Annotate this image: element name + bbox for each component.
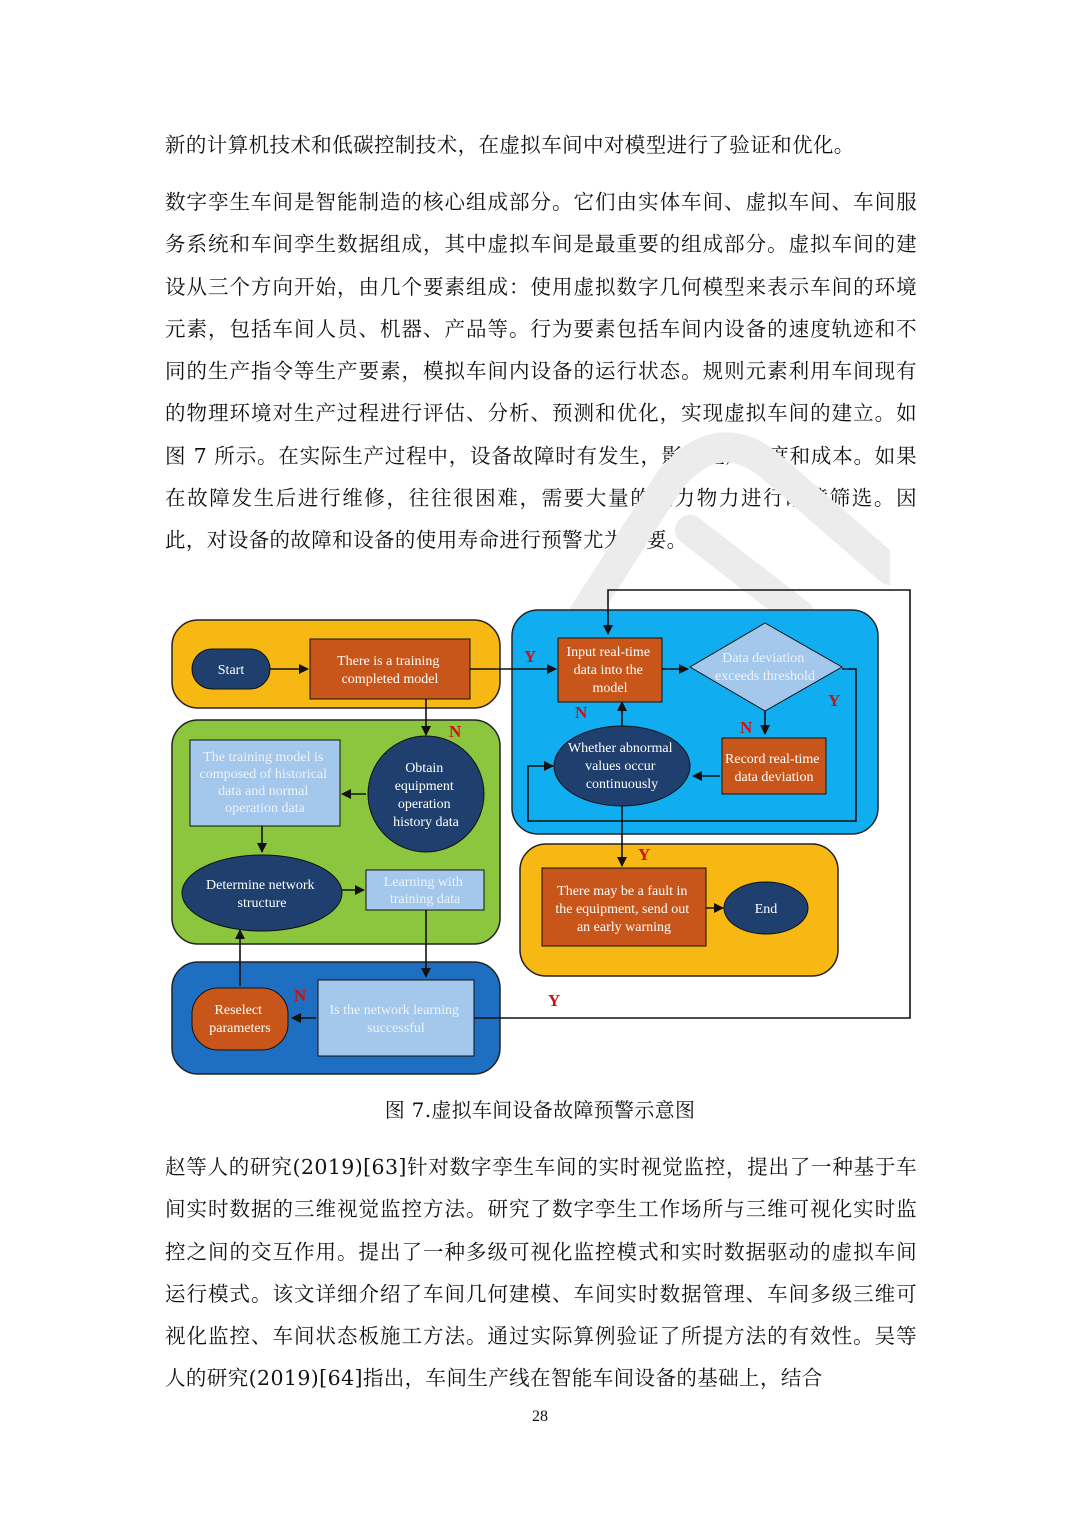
start-label: Start — [217, 663, 245, 678]
input-realtime-label: Input real-time data into the model — [566, 645, 651, 696]
determine-network-node — [182, 855, 342, 931]
training-model-composed-label: The training model is composed of historical data and normal operation data — [199, 750, 328, 816]
determine-network-label: Determine network structure — [206, 878, 315, 911]
yes-marker-warning: Y — [638, 845, 651, 864]
network-successful-node — [318, 980, 474, 1056]
obtain-history-node — [368, 736, 484, 852]
end-label: End — [754, 902, 778, 917]
fault-warning-flowchart — [160, 583, 920, 1083]
abnormal-values-label: Whether abnormal values occur continuously — [567, 741, 673, 792]
obtain-history-label: Obtain equipment operation history data — [393, 761, 459, 830]
no-marker-training: N — [449, 722, 462, 741]
figure-caption: 图 7.虚拟车间设备故障预警示意图 — [384, 1098, 696, 1122]
reselect-parameters-label: Reselect parameters — [209, 1003, 271, 1036]
reselect-parameters-node — [192, 988, 288, 1050]
no-marker-loop: N — [575, 703, 588, 722]
fault-warning-label: There may be a fault in the equipment, send out an early warning — [555, 884, 690, 935]
yes-marker-input: Y — [524, 647, 537, 666]
paragraph-related-research: 赵等人的研究(2019)[63]针对数字孪生车间的实时视觉监控，提出了一种基于车间实时数据的三维视觉监控方法。研究了数字孪生工作场所与三维可视化实时监控之间的交互作用。提出了一种多级可视化监控模式和实时数据驱动的虚拟车间运行模式。该文详细介绍了车间几何建模、车间实时数据管理、车间多级三维可视化监控、车间状态板施工方法。通过实际算例验证了所提方法的有效性。吴等人的研究(2019)[64]指出，车间生产线在智能车间设备的基础上，结合 — [165, 1155, 917, 1391]
learning-training-label: Learning with training data — [383, 875, 463, 907]
page-number: 28 — [532, 1408, 548, 1425]
yes-marker-threshold: Y — [828, 691, 841, 710]
trained-model-label: There is a training completed model — [337, 654, 440, 687]
trained-model-node — [310, 639, 470, 699]
paragraph-continuation: 新的计算机技术和低碳控制技术，在虚拟车间中对模型进行了验证和优化。 — [165, 133, 855, 157]
data-deviation-label: Data deviation exceeds threshold — [715, 651, 815, 684]
no-marker-reselect: N — [294, 986, 307, 1005]
no-marker-record: N — [740, 718, 753, 737]
paragraph-digital-twin-workshop: 数字孪生车间是智能制造的核心组成部分。它们由实体车间、虚拟车间、车间服务系统和车间孪生数据组成，其中虚拟车间是最重要的组成部分。虚拟车间的建设从三个方向开始，由几个要素组成：使用虚拟数字几何模型来表示车间的环境元素，包括车间人员、机器、产品等。行为要素包括车间内设备的速度轨迹和不同的生产指令等生产要素，模拟车间内设备的运行状态。规则元素利用车间现有的物理环境对生产过程进行评估、分析、预测和优化，实现虚拟车间的建立。如图 7 所示。在实际生产过程中，设备故障时有发生，影响生产进度和成本。如果在故障发生后进行维修，往往很困难，需要大量的人力物力进行故障筛选。因此，对设备的故障和设备的使用寿命进行预警尤为重要。 — [165, 190, 917, 553]
yes-marker-success: Y — [548, 991, 561, 1010]
network-successful-label: Is the network learning successful — [329, 1003, 459, 1036]
record-deviation-label: Record real-time data deviation — [725, 752, 820, 785]
